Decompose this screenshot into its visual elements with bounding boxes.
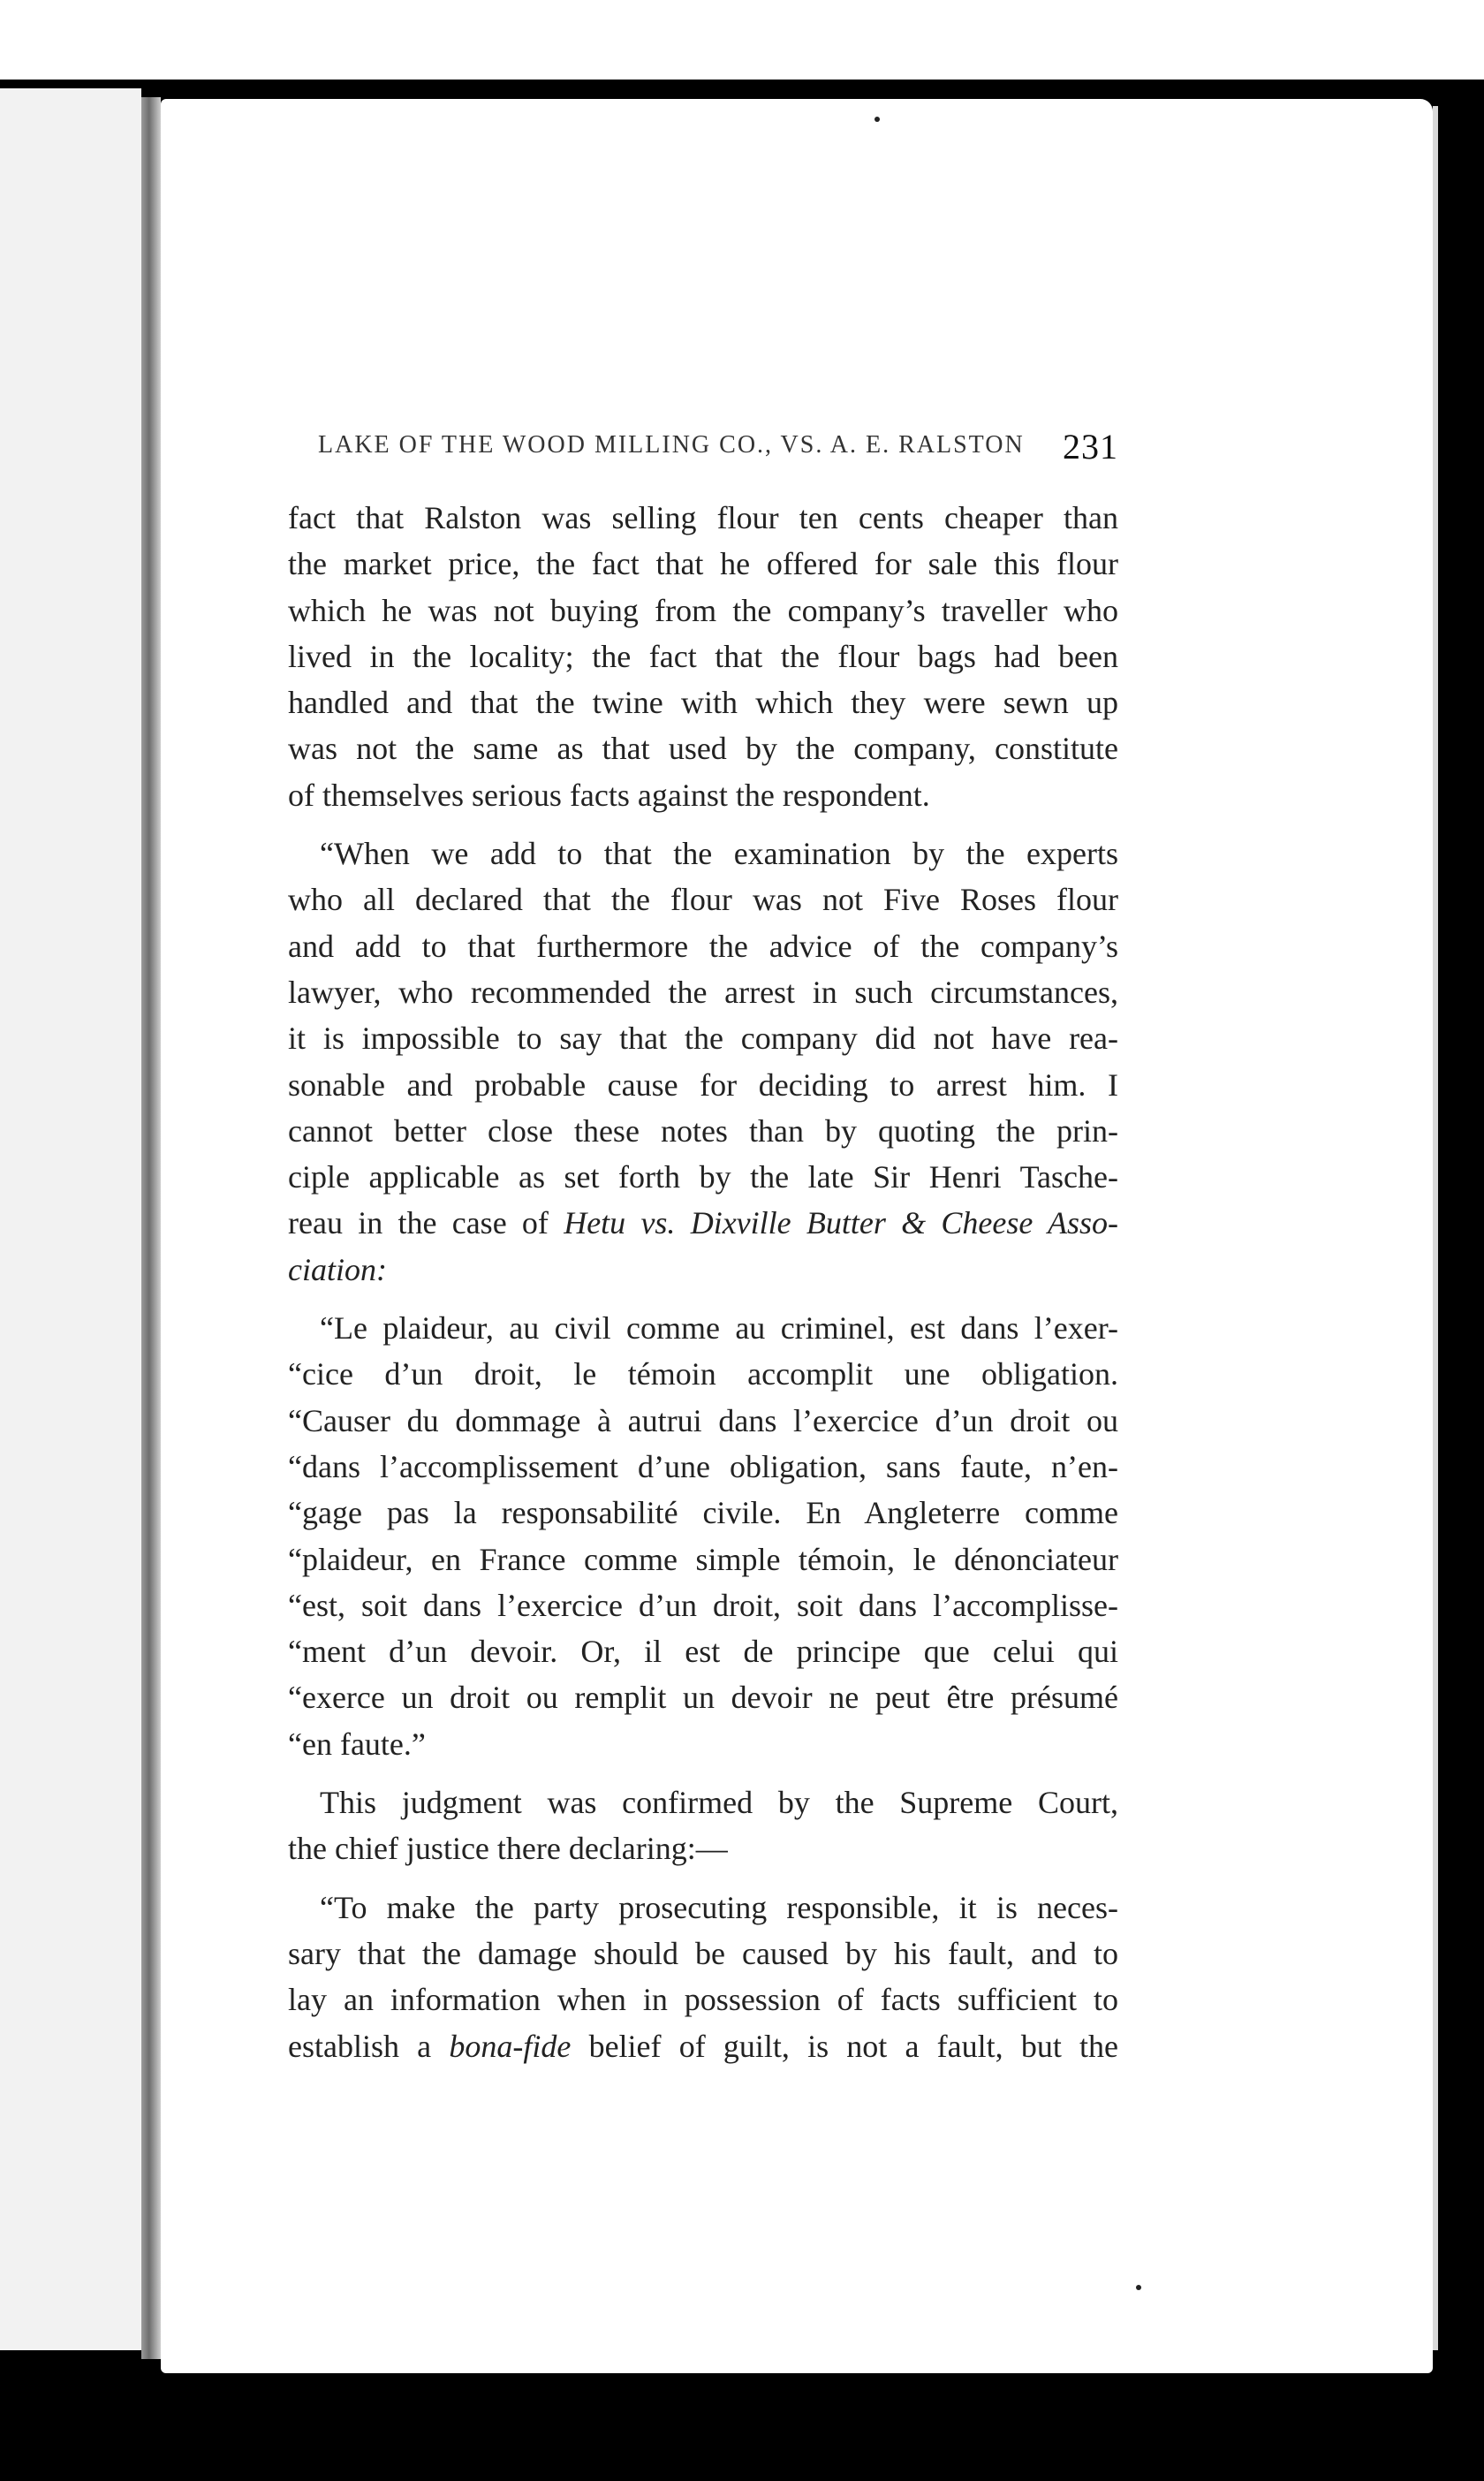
text-line: of themselves serious facts against the respondent. bbox=[288, 777, 930, 813]
facing-page-edge bbox=[0, 88, 141, 2350]
text-line: “plaideur, en France comme simple témoin, le dénonciateur bbox=[288, 1541, 1118, 1577]
text-line: ciple applicable as set forth by the late Sir Henri Tasche- bbox=[288, 1159, 1118, 1195]
book-gutter bbox=[141, 97, 161, 2359]
text-line: lived in the locality; the fact that the flour bags had been bbox=[288, 638, 1118, 674]
text-line: the market price, the fact that he offered for sale this flour bbox=[288, 546, 1118, 582]
text-line: fact that Ralston was selling flour ten cents cheaper than bbox=[288, 500, 1118, 535]
page-number: 231 bbox=[1063, 427, 1118, 467]
text-line: lay an information when in possession of facts sufficient to bbox=[288, 1982, 1118, 2018]
scan-speck bbox=[1136, 2285, 1141, 2290]
paragraph-french-quote bbox=[288, 1305, 1118, 1767]
text-line: “exerce un droit ou remplit un devoir ne peut être présumé bbox=[288, 1680, 1118, 1716]
scan-speck bbox=[874, 117, 880, 122]
text-line: “est, soit dans l’exercice d’un droit, soit dans l’accomplisse- bbox=[288, 1587, 1118, 1623]
text-line: the chief justice there declaring:— bbox=[288, 1831, 728, 1867]
text-line: “When we add to that the examination by the experts bbox=[320, 836, 1118, 872]
running-title: LAKE OF THE WOOD MILLING CO., VS. A. E. RALSTON bbox=[318, 431, 1025, 459]
text-line: “gage pas la responsabilité civile. En Angleterre comme bbox=[288, 1495, 1118, 1531]
paragraph bbox=[288, 831, 1118, 1293]
text-line: sonable and probable cause for deciding to arrest him. I bbox=[288, 1066, 1118, 1103]
text-line: lawyer, who recommended the arrest in such circumstances, bbox=[288, 974, 1118, 1010]
text-line: who all declared that the flour was not Five Roses flour bbox=[288, 882, 1118, 918]
text-line: sary that the damage should be caused by his fault, and to bbox=[288, 1935, 1118, 1971]
text-line-with-case: reau in the case of Hetu vs. Dixville Butter & Cheese Asso- bbox=[288, 1205, 1118, 1241]
text-line: “en faute.” bbox=[288, 1726, 426, 1762]
text-line: was not the same as that used by the company, constitute bbox=[288, 731, 1118, 767]
case-name: Hetu vs. Dixville Butter & Cheese Asso- bbox=[564, 1205, 1118, 1241]
text-line: “To make the party prosecuting responsible, it is neces- bbox=[320, 1889, 1118, 1925]
text-line: cannot better close these notes than by quoting the prin- bbox=[288, 1112, 1118, 1149]
text-line: it is impossible to say that the company did not have rea- bbox=[288, 1020, 1118, 1057]
running-header bbox=[318, 427, 1118, 467]
text-line-with-term: establish a bona-fide belief of guilt, is not a fault, but the bbox=[288, 2028, 1119, 2064]
text-line: This judgment was confirmed by the Supreme Court, bbox=[320, 1785, 1118, 1821]
scan-top-margin bbox=[0, 0, 1484, 80]
body-text bbox=[288, 495, 1118, 2082]
text-line: handled and that the twine with which they were sewn up bbox=[288, 685, 1118, 721]
italic-term: bona-fide bbox=[449, 2028, 572, 2064]
text-line: which he was not buying from the company’s traveller who bbox=[288, 592, 1118, 628]
text-line: “cice d’un droit, le témoin accomplit une obligation. bbox=[288, 1356, 1118, 1392]
text-line: “dans l’accomplissement d’une obligation, sans faute, n’en- bbox=[288, 1448, 1118, 1484]
paragraph bbox=[288, 495, 1118, 818]
text-line: and add to that furthermore the advice of the company’s bbox=[288, 928, 1118, 964]
paragraph bbox=[288, 1779, 1118, 1872]
page-edge bbox=[1433, 106, 1438, 2350]
text-line: ciation: bbox=[288, 1251, 387, 1287]
paragraph bbox=[288, 1885, 1118, 2069]
text-line: “Le plaideur, au civil comme au criminel, est dans l’exer- bbox=[320, 1310, 1118, 1347]
text-line: “ment d’un devoir. Or, il est de principe que celui qui bbox=[288, 1634, 1118, 1670]
text-line: “Causer du dommage à autrui dans l’exercice d’un droit ou bbox=[288, 1402, 1118, 1438]
